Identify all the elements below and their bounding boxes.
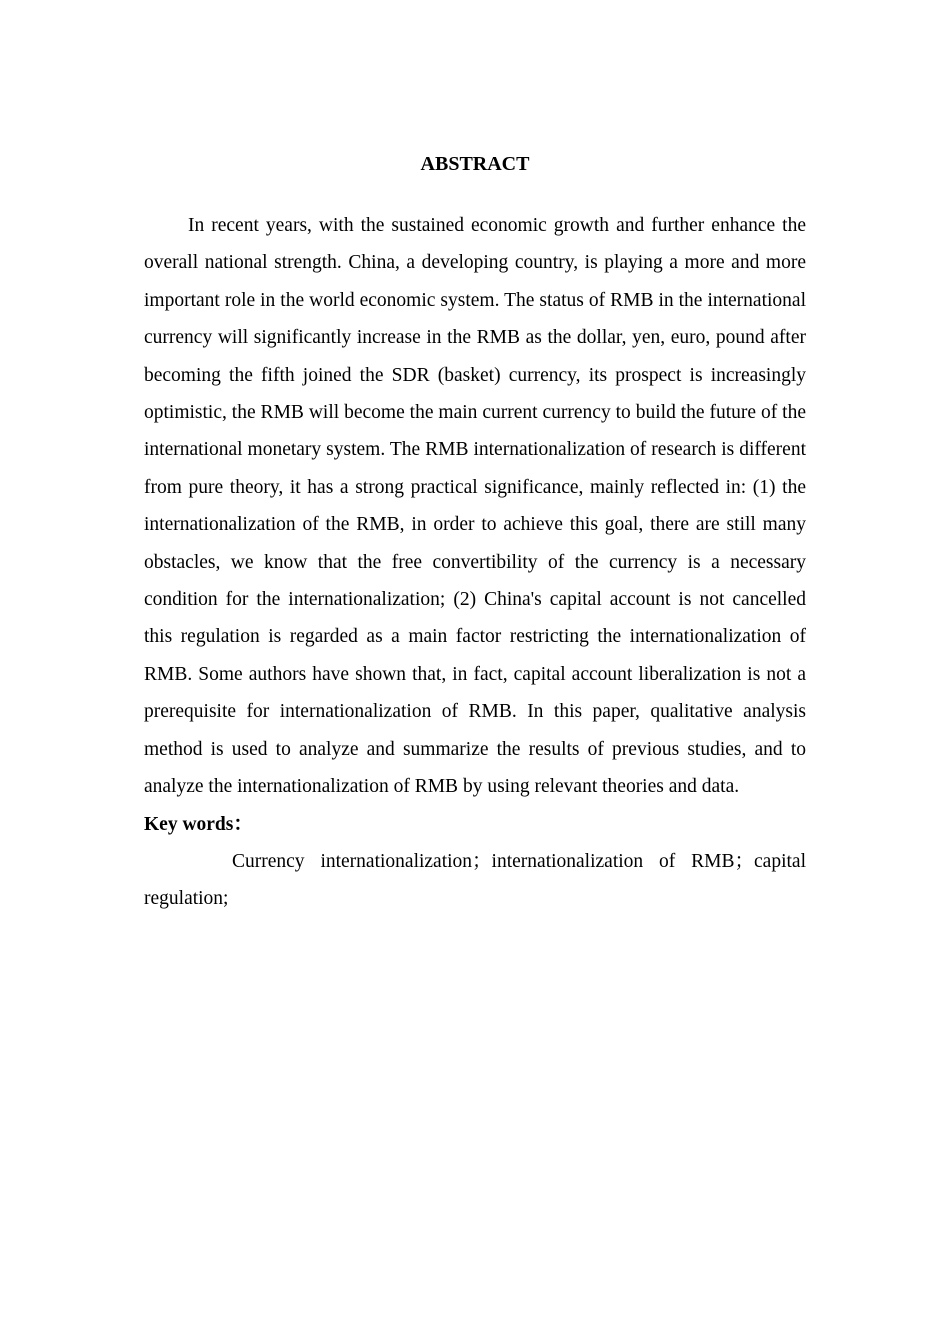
abstract-section bbox=[144, 207, 806, 918]
keywords-list: Currency internationalization；internationalization of RMB；capital regulation; bbox=[144, 850, 806, 910]
abstract-paragraph: In recent years, with the sustained economic growth and further enhance the overall national strength. China, a developing country, is playing a more and more important role in the world economic system. The status of RMB in the international currency will significantly increase in the RMB as the dollar, yen, euro, pound after becoming the fifth joined the SDR (basket) currency, its prospect is increasingly optimistic, the RMB will become the main current currency to build the future of the international monetary system. The RMB internationalization of research is different from pure theory, it has a strong practical significance, mainly reflected in: (1) the internationalization of the RMB, in order to achieve this goal, there are still many obstacles, we know that the free convertibility of the currency is a necessary condition for the internationalization; (2) China's capital account is not cancelled this regulation is regarded as a main factor restricting the internationalization of RMB. Some authors have shown that, in fact, capital account liberalization is not a prerequisite for internationalization of RMB. In this paper, qualitative analysis method is used to analyze and summarize the results of previous studies, and to analyze the internationalization of RMB by using relevant theories and data. bbox=[144, 215, 806, 798]
page-title: ABSTRACT bbox=[420, 153, 530, 175]
keywords-label: Key words： bbox=[144, 813, 253, 835]
